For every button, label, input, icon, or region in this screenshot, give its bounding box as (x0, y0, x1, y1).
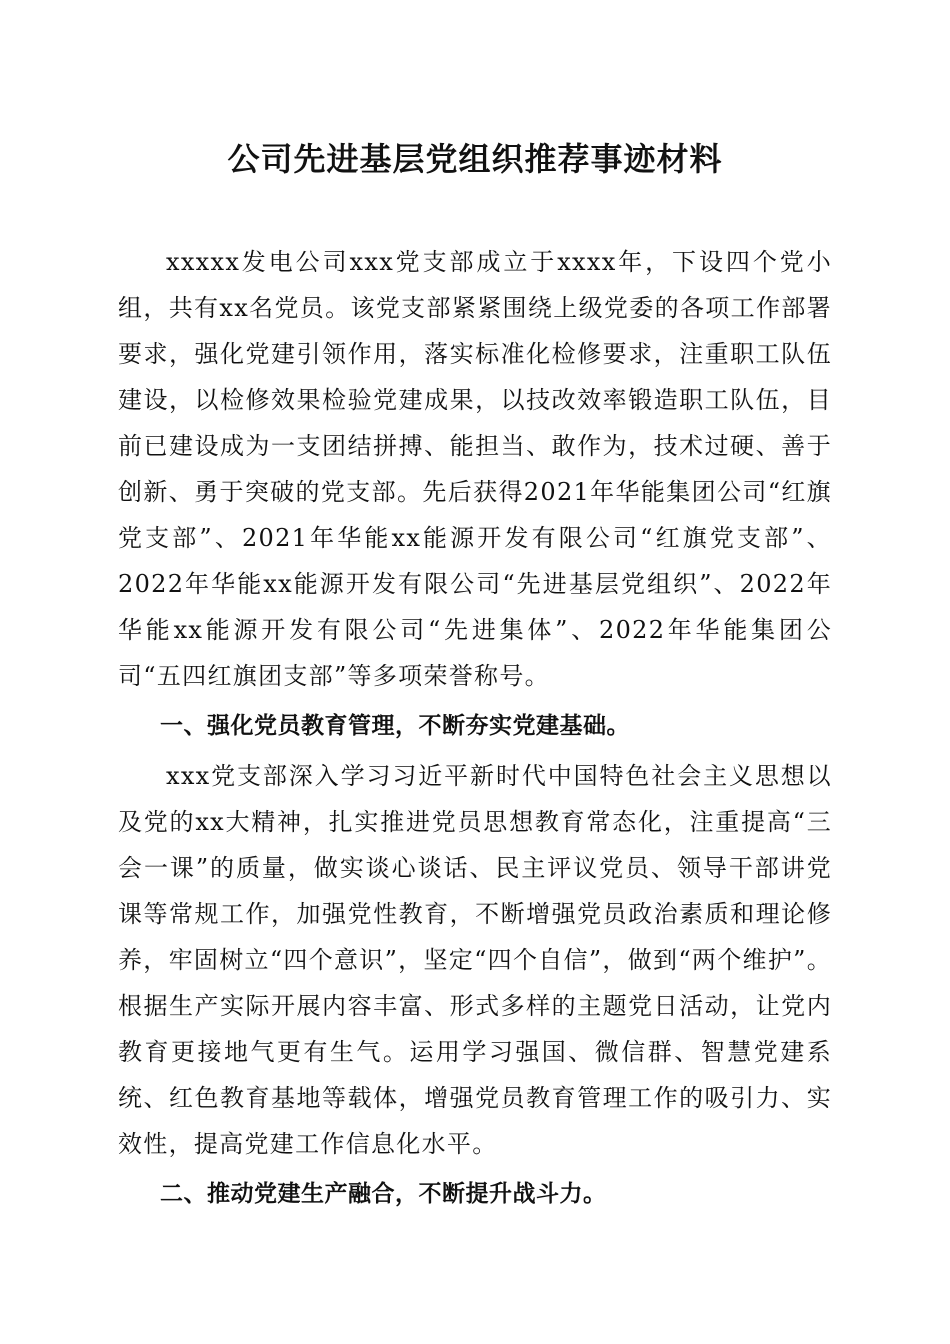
section-heading-2: 二、推动党建生产融合，不断提升战斗力。 (160, 1181, 607, 1207)
section-1-paragraph: xxx党支部深入学习习近平新时代中国特色社会主义思想以及党的xx大精神，扎实推进党员思想教育常态化，注重提高“三会一课”的质量，做实谈心谈话、民主评议党员、领导干部讲党课等常规工作，加强党性教育，不断增强党员政治素质和理论修养，牢固树立“四个意识”，坚定“四个自信”，做到“两个维护”。根据生产实际开展内容丰富、形式多样的主题党日活动，让党内教育更接地气更有生气。运用学习强国、微信群、智慧党建系统、红色教育基地等载体，增强党员教育管理工作的吸引力、实效性，提高党建工作信息化水平。 (118, 762, 832, 1158)
intro-paragraph: xxxxx发电公司xxx党支部成立于xxxx年，下设四个党小组，共有xx名党员。该党支部紧紧围绕上级党委的各项工作部署要求，强化党建引领作用，落实标准化检修要求，注重职工队伍建设，以检修效果检验党建成果，以技改效率锻造职工队伍，目前已建设成为一支团结拼搏、能担当、敢作为，技术过硬、善于创新、勇于突破的党支部。先后获得2021年华能集团公司“红旗党支部”、2021年华能xx能源开发有限公司“红旗党支部”、2022年华能xx能源开发有限公司“先进基层党组织”、2022年华能xx能源开发有限公司“先进集体”、2022年华能集团公司“五四红旗团支部”等多项荣誉称号。 (118, 248, 832, 690)
document-title: 公司先进基层党组织推荐事迹材料 (227, 140, 723, 178)
section-heading-1: 一、强化党员教育管理，不断夯实党建基础。 (160, 713, 630, 739)
